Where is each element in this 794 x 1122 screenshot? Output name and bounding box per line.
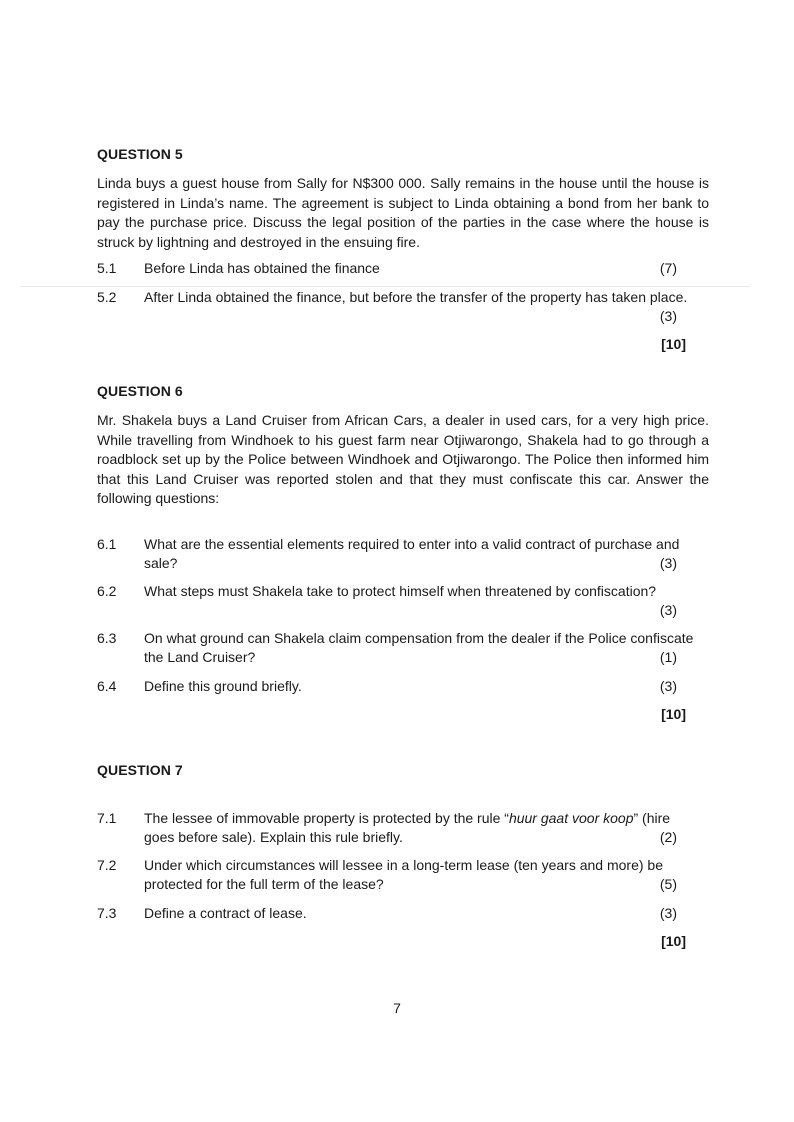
item-text: Before Linda has obtained the finance <box>144 260 380 276</box>
question-6-title: QUESTION 6 <box>97 383 183 399</box>
item-number: 7.1 <box>97 810 117 826</box>
question-7-title: QUESTION 7 <box>97 762 183 778</box>
item-marks: (2) <box>659 829 677 845</box>
item-number: 6.4 <box>97 678 117 694</box>
item-number: 6.3 <box>97 630 117 646</box>
item-text: After Linda obtained the finance, but before the transfer of the property has taken place. <box>144 289 688 305</box>
item-text-end: ” (hire goes before sale). Explain this rule briefly. <box>144 810 671 845</box>
item-text: What are the essential elements required to enter into a valid contract of purchase and sale? <box>144 536 680 571</box>
item-marks: (3) <box>659 602 677 618</box>
item-marks: (1) <box>659 649 677 665</box>
item-marks: (3) <box>659 678 677 694</box>
scan-line <box>20 286 750 287</box>
item-number: 6.2 <box>97 583 117 599</box>
question-5-title: QUESTION 5 <box>97 146 183 162</box>
item-number: 5.2 <box>97 289 117 305</box>
item-marks: (7) <box>659 260 677 276</box>
item-number: 7.3 <box>97 905 117 921</box>
page-number: 7 <box>393 1000 401 1016</box>
item-number: 7.2 <box>97 857 117 873</box>
item-marks: (5) <box>659 876 677 892</box>
item-text: Define this ground briefly. <box>144 678 302 694</box>
item-text <box>144 809 689 847</box>
item-text-italic: huur gaat voor koop <box>508 810 634 826</box>
item-marks: (3) <box>659 555 677 571</box>
item-text: On what ground can Shakela claim compensation from the dealer if the Police confiscate the Land Cruiser? <box>144 630 694 665</box>
item-text: Define a contract of lease. <box>144 905 307 921</box>
item-number: 5.1 <box>97 260 117 276</box>
question-6-intro: Mr. Shakela buys a Land Cruiser from African Cars, a dealer in used cars, for a very high price. While travelling from Windhoek to his guest farm near Otjiwarongo, Shakela had to go through a roadblock set up by the Police between Windhoek and Otjiwarongo. The Police then informed him that this Land Cruiser was reported stolen and that they must confiscate this car. Answer the following questions: <box>97 412 709 506</box>
item-text-start: The lessee of immovable property is protected by the rule “ <box>144 810 509 826</box>
item-marks: (3) <box>659 905 677 921</box>
item-marks: (3) <box>659 308 677 324</box>
question-5-total: [10] <box>661 336 686 352</box>
question-6-total: [10] <box>661 706 686 722</box>
item-text: Under which circumstances will lessee in a long-term lease (ten years and more) be protected for the full term of the lease? <box>144 857 663 892</box>
question-5-intro: Linda buys a guest house from Sally for N$300 000. Sally remains in the house until the house is registered in Linda’s name. The agreement is subject to Linda obtaining a bond from her bank to pay the purchase price. Discuss the legal position of the parties in the case where the house is struck by lightning and destroyed in the ensuing fire. <box>97 175 709 250</box>
question-7-total: [10] <box>661 933 686 949</box>
item-number: 6.1 <box>97 536 117 552</box>
item-text: What steps must Shakela take to protect himself when threatened by confiscation? <box>144 583 657 599</box>
